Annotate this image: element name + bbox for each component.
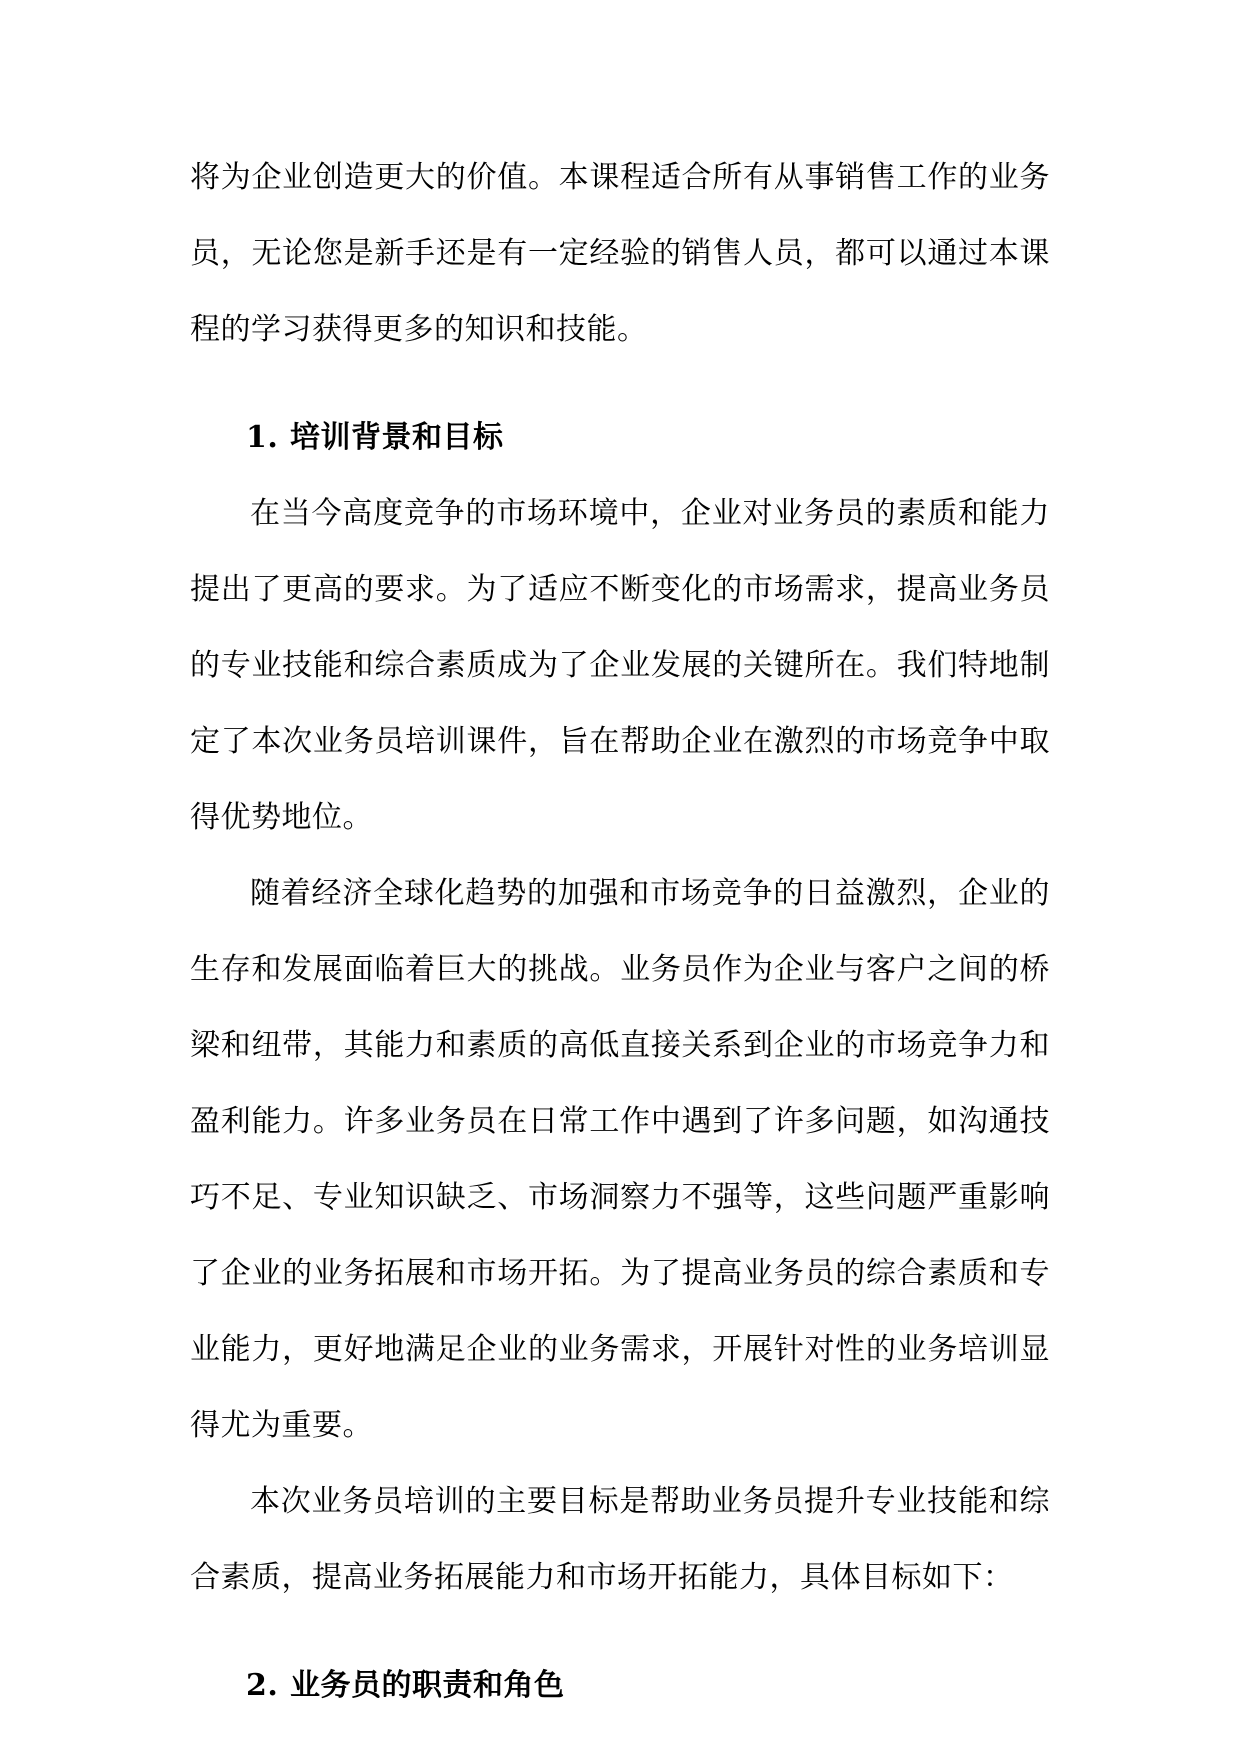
section-heading-2 — [190, 1648, 1050, 1724]
goals-paragraph: 本次业务员培训的主要目标是帮助业务员提升专业技能和综合素质，提高业务拓展能力和市场开拓能力，具体目标如下： — [190, 1484, 1050, 1595]
background-paragraph-1: 在当今高度竞争的市场环境中，企业对业务员的素质和能力提出了更高的要求。为了适应不断变化的市场需求，提高业务员的专业技能和综合素质成为了企业发展的关键所在。我们特地制定了本次业务员培训课件，旨在帮助企业在激烈的市场竞争中取得优势地位。 — [190, 496, 1050, 835]
document-page — [190, 140, 1050, 1724]
section-title-2: 业务员的职责和角色 — [290, 1668, 565, 1703]
background-paragraph-2: 随着经济全球化趋势的加强和市场竞争的日益激烈，企业的生存和发展面临着巨大的挑战。业务员作为企业与客户之间的桥梁和纽带，其能力和素质的高低直接关系到企业的市场竞争力和盈利能力。许多业务员在日常工作中遇到了许多问题，如沟通技巧不足、专业知识缺乏、市场洞察力不强等，这些问题严重影响了企业的业务拓展和市场开拓。为了提高业务员的综合素质和专业能力，更好地满足企业的业务需求，开展针对性的业务培训显得尤为重要。 — [190, 876, 1050, 1443]
section-number-2: 2. — [246, 1668, 279, 1703]
section-heading-1 — [190, 400, 1050, 476]
intro-paragraph: 将为企业创造更大的价值。本课程适合所有从事销售工作的业务员，无论您是新手还是有一定经验的销售人员，都可以通过本课程的学习获得更多的知识和技能。 — [190, 160, 1050, 347]
section-number-1: 1. — [246, 420, 279, 455]
section-title-1: 培训背景和目标 — [290, 420, 504, 455]
